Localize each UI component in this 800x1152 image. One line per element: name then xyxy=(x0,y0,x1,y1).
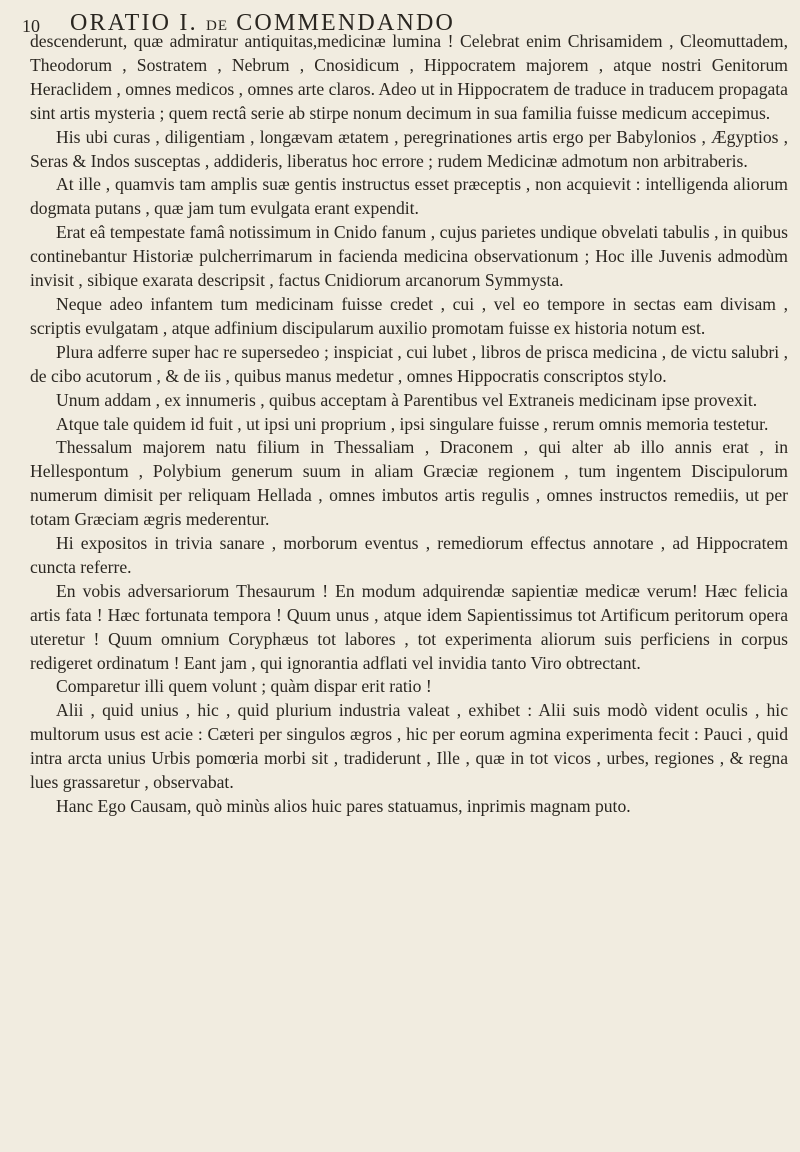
paragraph: Plura adferre super hac re supersedeo ; inspiciat , cui lubet , libros de prisca medicina , de victu salubri , de cibo acutorum , & de iis , quibus manus medetur , omnes Hippocratis conscriptos stylo. xyxy=(30,341,788,386)
paragraph: descenderunt, quæ admiratur antiquitas,medicinæ lumina ! Celebrat enim Chrisamidem , Cleomuttadem, Theodorum , Sostratem , Nebrum , Cnosidicum , Hippocratem majorem , atque nostri Genitorum Heraclidem , omnes medicos , omnes arte claros. Adeo ut in Hippocratem de traduce in traducem propagata sint artis mysteria ; quem rectâ serie ab stirpe nonum decimum in sua familia fuisse medicum accepimus. xyxy=(30,31,788,123)
paragraph: His ubi curas , diligentiam , longævam ætatem , peregrinationes artis ergo per Babylonios , Ægyptios , Seras & Indos susceptas , addideris, liberatus hoc errore ; rudem Medicinæ admotum non arbitraberis. xyxy=(30,126,788,171)
paragraph: Atque tale quidem id fuit , ut ipsi uni proprium , ipsi singulare fuisse , rerum omnis memoria testetur. xyxy=(56,413,769,434)
paragraph: Unum addam , ex innumeris , quibus acceptam à Parentibus vel Extraneis medicinam ipse provexit. xyxy=(56,389,758,410)
title-oratio: ORATIO xyxy=(70,10,172,36)
body-text xyxy=(30,30,788,819)
paragraph: Thessalum majorem natu filium in Thessaliam , Draconem , qui alter ab illo annis erat , in Hellespontum , Polybium generum suum in aliam Græciæ regionem , tum ingentem Discipulorum numerum dimisit per reliquam Hellada , omnes imbutos artis regulis , omnes instructos remediis, ut per totam Græciam ægris mederentur. xyxy=(30,437,788,530)
title-commendando: COMMENDANDO xyxy=(236,10,456,36)
paragraph: Hanc Ego Causam, quò minùs alios huic pares statuamus, inprimis magnam puto. xyxy=(56,796,631,816)
paragraph: En vobis adversariorum Thesaurum ! En modum adquirendæ sapientiæ medicæ verum! Hæc felicia artis fata ! Hæc fortunata tempora ! Quum unus , atque idem Sapientissimus tot Artificum peritorum opera uteretur ! Quum omnium Coryphæus tot labores , tot experimenta aliorum suis perficiens in corpus redigeret ordinatum ! Eant jam , qui ignorantia adflati vel invidia tanto Viro obtrectant. xyxy=(30,580,788,673)
page-number: 10 xyxy=(22,16,40,36)
paragraph: Neque adeo infantem tum medicinam fuisse credet , cui , vel eo tempore in sectas eam divisam , scriptis evulgatam , atque adfinium discipularum auxilio promotam fuisse ex historia notum est. xyxy=(30,293,788,338)
title-numeral: I. xyxy=(179,10,198,36)
paragraph: Alii , quid unius , hic , quid plurium industria valeat , exhibet : Alii suis modò vident oculis , hic multorum usus est acie : Cæteri per singulos ægros , hic per eorum agmina experimenta fecit : Pauci , quid intra arcta unius Urbis pomœria morbi sit , tradiderunt , Ille , quæ in tot vicos , urbes, regiones , & regna lues grassaretur , observabat. xyxy=(30,700,788,793)
paragraph: Hi expositos in trivia sanare , morborum eventus , remediorum effectus annotare , ad Hippocratem cuncta referre. xyxy=(30,533,788,577)
paragraph: Erat eâ tempestate famâ notissimum in Cnido fanum , cujus parietes undique obvelati tabulis , in quibus continebantur Historiæ pulcherrimarum in facienda medicina observationum ; Hoc ille Juvenis admodùm invisit , sibique exarata descripsit , factus Cnidiorum arcanorum Symmysta. xyxy=(30,222,788,291)
title-de: DE xyxy=(206,18,229,34)
paragraph: At ille , quamvis tam amplis suæ gentis instructus esset præceptis , non acquievit : intelligenda aliorum dogmata putans , quæ jam tum evulgata erant expendit. xyxy=(30,174,788,219)
paragraph: Comparetur illi quem volunt ; quàm dispar erit ratio ! xyxy=(56,676,432,697)
